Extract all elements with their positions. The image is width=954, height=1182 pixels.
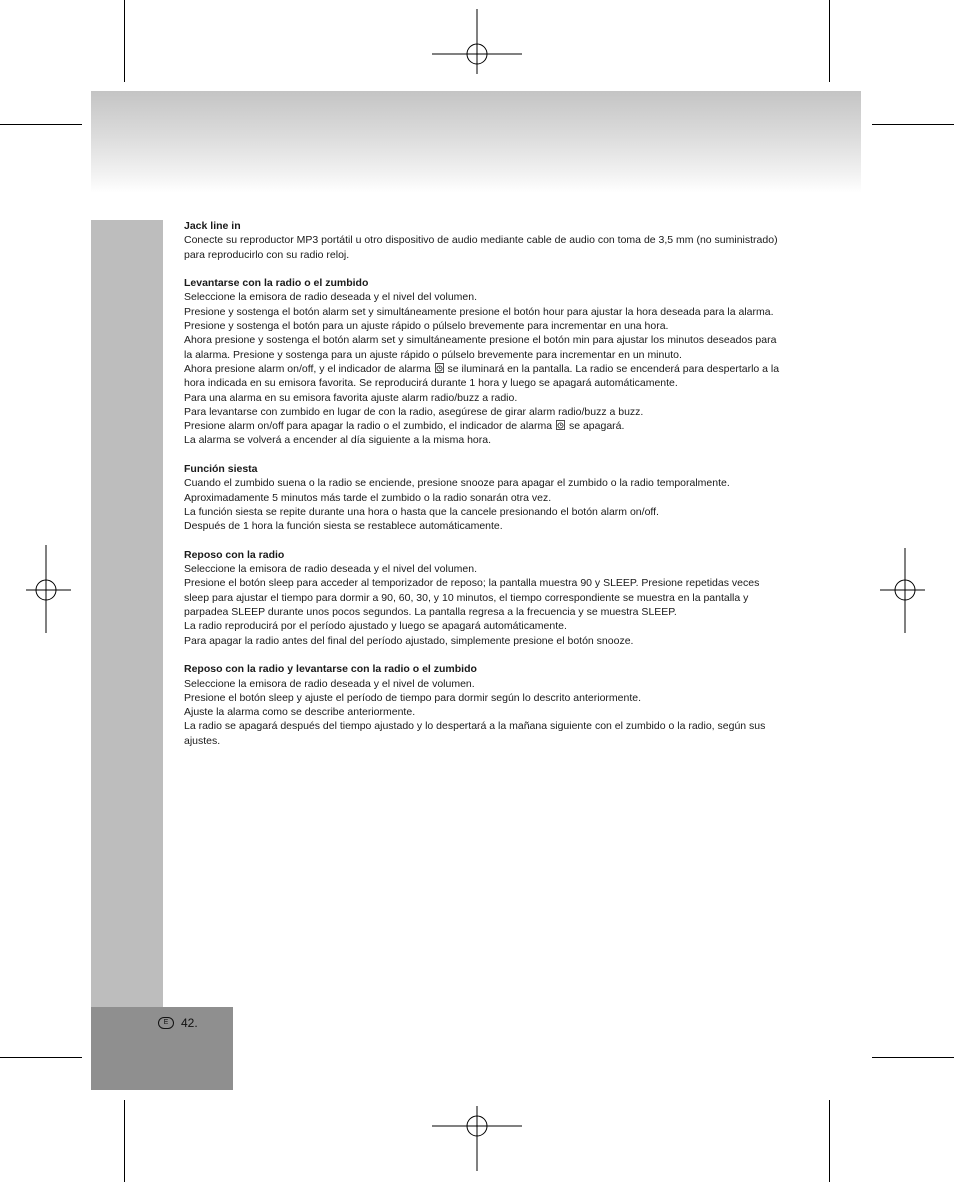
crop-mark	[0, 124, 82, 125]
paragraph: Ahora presione y sostenga el botón alarm set y simultáneamente presione el botón min para ajustar los minutos deseados para la alarma. Presione y sostenga para un ajuste rápido o púlselo brevemente para incrementar en un minuto.	[184, 334, 777, 361]
registration-mark-right	[860, 545, 950, 635]
page-number-text: 42.	[181, 1016, 198, 1030]
paragraph: Presione y sostenga el botón alarm set y simultáneamente presione el botón hour para ajustar la hora deseada para la alarma. Presione y sostenga el botón para un ajuste rápido o púlselo brevemente para incrementar en una hora.	[184, 305, 774, 333]
paragraph: Presione el botón sleep para acceder al temporizador de reposo; la pantalla muestra 90 y SLEEP. Presione repetidas veces sleep para ajustar el tiempo para dormir a 90, 60, 30, y 10 minutos, el tiempo correspondiente se muestra en la pantalla y parpadea SLEEP durante unos pocos segundos. La pantalla regresa a la frecuencia y se muestra SLEEP.	[184, 577, 760, 619]
paragraph: Seleccione la emisora de radio deseada y el nivel de volumen.	[184, 677, 475, 690]
paragraph: La radio se apagará después del tiempo ajustado y lo despertará a la mañana siguiente con el zumbido o la radio, según sus ajustes.	[184, 720, 766, 747]
section-snooze	[184, 462, 784, 533]
paragraph: Presione el botón sleep y ajuste el período de tiempo para dormir según lo descrito anteriormente.	[184, 691, 642, 704]
paragraph: La función siesta se repite durante una hora o hasta que la cancele presionando el botón alarm on/off.	[184, 505, 659, 518]
paragraph-text: se apagará.	[568, 420, 625, 433]
paragraph: Seleccione la emisora de radio deseada y el nivel del volumen.	[184, 291, 478, 304]
crop-mark	[0, 1057, 82, 1058]
paragraph: Ajuste la alarma como se describe anteriormente.	[184, 706, 416, 719]
section-wake-radio-buzzer	[184, 276, 784, 448]
crop-mark	[872, 1057, 954, 1058]
paragraph	[184, 419, 784, 433]
paragraph: Cuando el zumbido suena o la radio se enciende, presione snooze para apagar el zumbido o la radio temporalmente. Aproximadamente 5 minutos más tarde el zumbido o la radio sonarán otra vez.	[184, 477, 730, 504]
section-title: Levantarse con la radio o el zumbido	[184, 277, 369, 290]
language-badge: E	[158, 1017, 174, 1029]
crop-mark	[124, 0, 125, 82]
page-number	[158, 1016, 198, 1030]
paragraph: La alarma se volverá a encender al día siguiente a la misma hora.	[184, 434, 492, 447]
registration-mark-left	[1, 545, 91, 635]
paragraph: Conecte su reproductor MP3 portátil u otro dispositivo de audio mediante cable de audio con toma de 3,5 mm (no suministrado) para reproducirlo con su radio reloj.	[184, 234, 778, 261]
paragraph: Para levantarse con zumbido en lugar de con la radio, asegúrese de girar alarm radio/buzz a buzz.	[184, 405, 644, 418]
registration-mark-bottom	[432, 1081, 522, 1171]
paragraph: Seleccione la emisora de radio deseada y el nivel del volumen.	[184, 563, 478, 576]
side-bar	[91, 220, 163, 1008]
paragraph-text: Ahora presione alarm on/off, y el indicador de alarma	[184, 362, 431, 375]
section-title: Reposo con la radio	[184, 548, 285, 561]
paragraph-text: se iluminará en la pantalla. La radio se encenderá para despertarlo a la hora indicada en su emisora favorita. Se reproducirá durante 1 hora y luego se apagará automáticamente.	[184, 362, 780, 390]
section-sleep-radio	[184, 548, 784, 648]
crop-mark	[829, 1100, 830, 1182]
paragraph: Para una alarma en su emisora favorita ajuste alarm radio/buzz a radio.	[184, 391, 518, 404]
section-title: Jack line in	[184, 220, 241, 232]
alarm-clock-icon	[556, 420, 565, 430]
paragraph: Para apagar la radio antes del final del período ajustado, simplemente presione el botón snooze.	[184, 634, 634, 647]
crop-mark	[872, 124, 954, 125]
crop-mark	[829, 0, 830, 82]
registration-mark-top	[432, 9, 522, 99]
paragraph: Después de 1 hora la función siesta se restablece automáticamente.	[184, 520, 503, 533]
crop-mark	[124, 1100, 125, 1182]
paragraph-text: Presione alarm on/off para apagar la radio o el zumbido, el indicador de alarma	[184, 420, 553, 433]
header-band	[91, 91, 861, 193]
section-title: Reposo con la radio y levantarse con la radio o el zumbido	[184, 663, 477, 676]
paragraph: La radio reproducirá por el período ajustado y luego se apagará automáticamente.	[184, 620, 567, 633]
section-sleep-and-wake	[184, 662, 784, 748]
alarm-clock-icon	[435, 363, 444, 373]
paragraph	[184, 362, 784, 391]
section-title: Función siesta	[184, 463, 258, 476]
section-jack-line-in	[184, 219, 784, 262]
document-body	[184, 219, 784, 762]
